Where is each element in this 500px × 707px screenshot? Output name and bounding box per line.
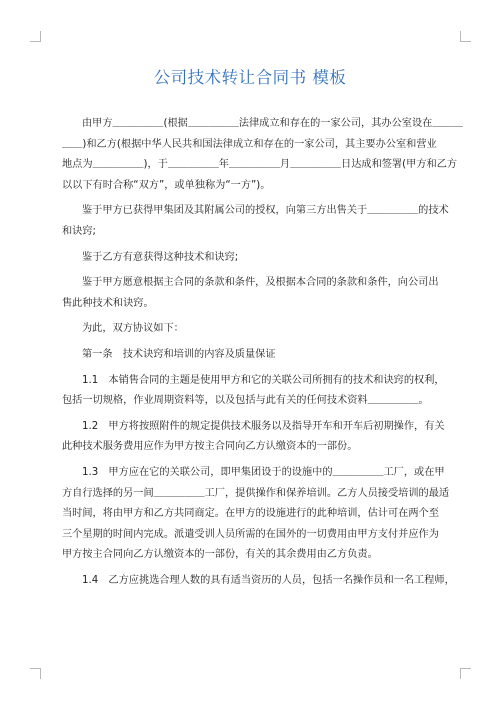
text-line: 鉴于乙方有意获得这种技术和诀窍; (82, 251, 239, 263)
crop-mark-top-right (460, 31, 471, 42)
crop-mark-bottom-right (460, 668, 471, 679)
text-line: 售此种技术和诀窍。 (62, 297, 154, 309)
text-line: 甲方按主合同向乙方认缴资本的一部份，有关的其余费用由乙方负责。 (62, 549, 378, 561)
text-line: 此种技术服务费用应作为甲方按主合同向乙方认缴资本的一部份。 (62, 441, 358, 453)
crop-mark-bottom-left (30, 668, 41, 679)
paragraph-whereas-1 (62, 201, 449, 242)
text-line: 以以下有时合称“双方”，或单独称为“一方”)。 (62, 179, 271, 191)
text-line: 由甲方＿＿＿＿＿(根据＿＿＿＿＿法律成立和存在的一家公司，其办公室设在＿＿＿ (82, 118, 463, 129)
clause-1-1 (62, 371, 445, 412)
paragraph-whereas-3 (62, 273, 442, 314)
article-heading (62, 345, 442, 366)
text-line: 三个星期的时间内完成。派遣受训人员所需的在国外的一切费用由甲方支付并应作为 (62, 528, 439, 540)
text-line: 第一条 技术诀窍和培训的内容及质量保证 (82, 348, 276, 360)
text-line: 当时间，将由甲方和乙方共同商定。在甲方的设施进行的此种培训，估计可在两个至 (62, 508, 439, 520)
text-line: ＿＿)和乙方(根据中华人民共和国法律成立和存在的一家公司，其主要办公室和营业 (62, 138, 437, 150)
document-body (62, 114, 463, 591)
text-line: 鉴于甲方已获得甲集团及其附属公司的授权，向第三方出售关于＿＿＿＿＿的技术 (82, 205, 449, 217)
clause-1-3 (62, 463, 450, 566)
text-line: 和诀窍; (62, 225, 96, 237)
text-line: 1.4 乙方应挑选合理人数的具有适当资历的人员，包括一名操作员和一名工程师， (82, 574, 455, 586)
clause-1-2 (62, 417, 445, 458)
text-line: 1.3 甲方应在它的关联公司，即甲集团设于的设施中的＿＿＿＿＿工厂，或在甲 (82, 466, 445, 478)
crop-mark-top-left (30, 31, 41, 42)
text-line: 鉴于甲方愿意根据主合同的条款和条件，及根据本合同的条款和条件，向公司出 (82, 277, 439, 289)
clause-1-4 (62, 571, 455, 592)
document-title: 公司技术转让合同书 模板 (153, 68, 347, 87)
text-line: 包括一切规格，作业周期资料等，以及包括与此有关的任何技术资料＿＿＿＿＿。 (62, 395, 429, 407)
paragraph-agreement (62, 319, 442, 340)
text-line: 1.2 甲方将按照附件的规定提供技术服务以及指导开车和开车后初期操作，有关 (82, 420, 445, 432)
text-line: 方自行选择的另一间＿＿＿＿＿工厂，提供操作和保养培训。乙方人员接受培训的最适 (62, 487, 450, 499)
text-line: 地点为＿＿＿＿＿)，于＿＿＿＿＿年＿＿＿＿＿月＿＿＿＿＿日达成和签署(甲方和乙方 (62, 159, 458, 171)
paragraph-whereas-2 (62, 248, 442, 269)
text-line: 为此，双方协议如下： (82, 323, 184, 335)
paragraph-preamble (62, 114, 463, 196)
text-line: 1.1 本销售合同的主题是使用甲方和它的关联公司所拥有的技术和诀窍的权利， (82, 374, 445, 386)
